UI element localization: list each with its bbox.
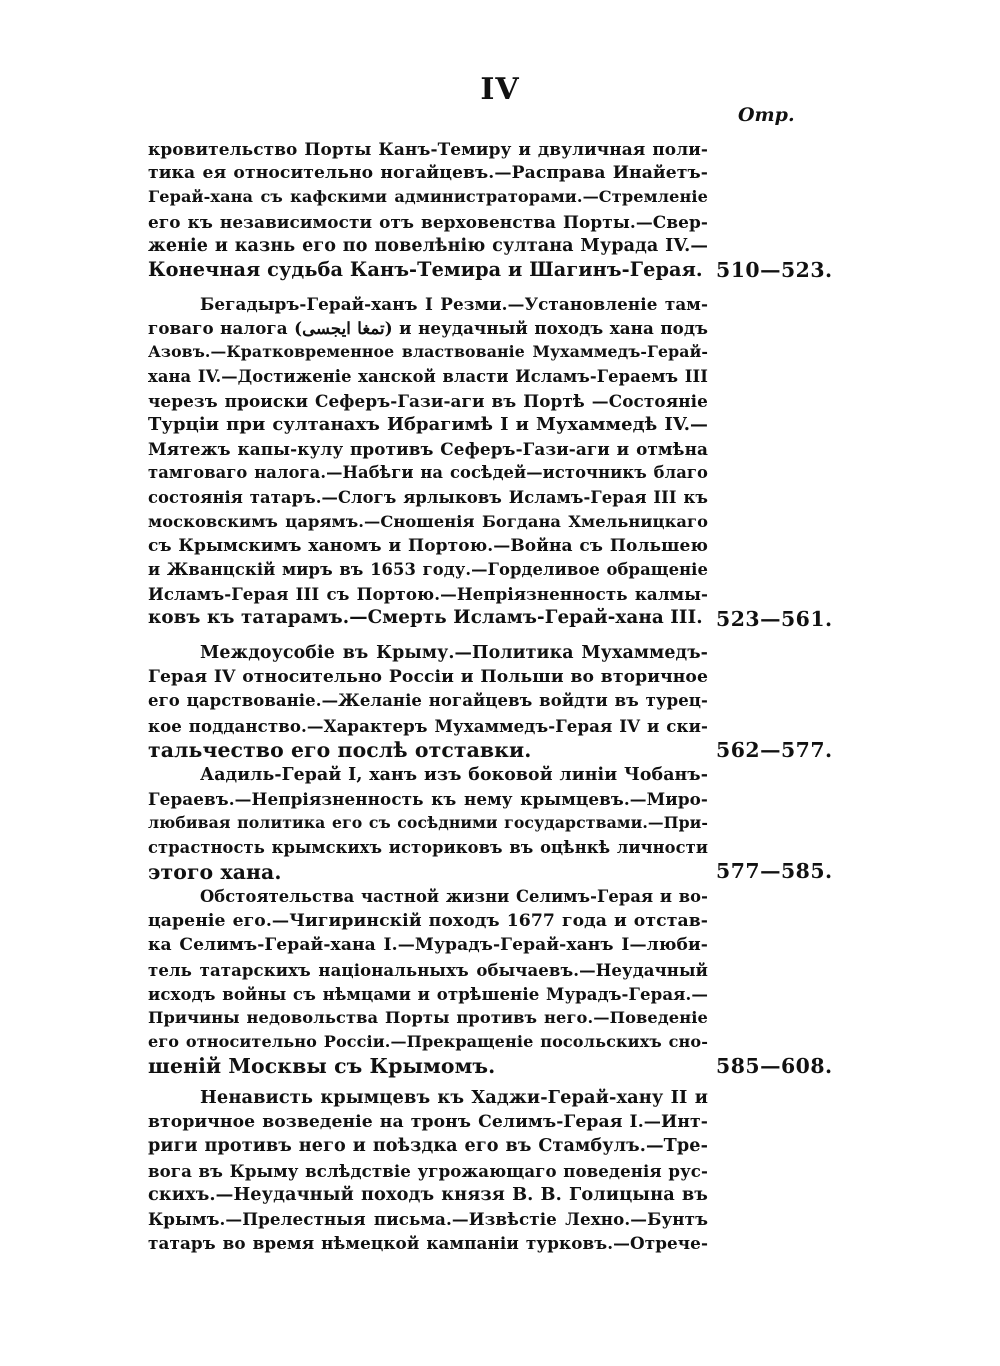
- entry-line: тель татарскихъ національныхъ обычаевъ.—Неудачный: [148, 959, 708, 980]
- entry-line: кровительство Порты Канъ-Темиру и двуличная поли-: [148, 139, 708, 159]
- entry-line: съ Крымскимъ ханомъ и Портою.—Война съ Польшею: [148, 535, 708, 556]
- entry-line: московскимъ царямъ.—Сношенія Богдана Хмельницкаго: [148, 511, 708, 531]
- entry-line: черезъ происки Сеферъ-Гази-аги въ Портѣ —Состояніе: [148, 390, 708, 411]
- toc-entry: [148, 1086, 708, 1255]
- page-range: 523—561.: [716, 607, 833, 631]
- entry-line: кое подданство.—Характеръ Мухаммедъ-Герая IV и ски-: [148, 715, 708, 736]
- entry-line: Крымъ.—Прелестныя письма.—Извѣстіе Лехно.—Бунтъ: [148, 1208, 708, 1229]
- entry-line: ковъ къ татарамъ.—Смерть Исламъ-Герай-хана III.: [148, 607, 703, 629]
- page-range: 577—585.: [716, 859, 833, 883]
- pages-column-header: Отр.: [738, 104, 795, 126]
- page-number: IV: [480, 72, 520, 107]
- entry-line: татаръ во время нѣмецкой кампаніи турковъ.—Отрече-: [148, 1233, 708, 1254]
- page-range: 585—608.: [716, 1054, 833, 1078]
- entry-line: риги противъ него и поѣздка его въ Стамбулъ.—Тре-: [148, 1135, 708, 1157]
- toc-entry: [148, 292, 708, 631]
- entry-line: Конечная судьба Канъ-Темира и Шагинъ-Герая.: [148, 257, 703, 281]
- entry-line: любивая политика его съ сосѣдними государствами.—При-: [148, 813, 708, 833]
- entry-line: Гераевъ.—Непріязненность къ нему крымцевъ.—Миро-: [148, 789, 708, 810]
- entry-line: скихъ.—Неудачный походъ князя В. В. Голицына въ: [148, 1183, 708, 1205]
- toc-entry: [148, 763, 708, 884]
- entry-line: его къ независимости отъ верховенства Порты.—Свер-: [148, 211, 708, 232]
- entry-line: вога въ Крыму вслѣдствіе угрожающаго поведенія рус-: [148, 1160, 708, 1181]
- entry-line: ка Селимъ-Герай-хана I.—Мурадъ-Герай-ханъ I—люби-: [148, 935, 708, 956]
- entry-line: тика ея относительно ногайцевъ.—Расправа Инайетъ-: [148, 163, 708, 184]
- entry-line: Ненависть крымцевъ къ Хаджи-Герай-хану II и: [200, 1087, 708, 1108]
- toc-entry: [148, 137, 708, 282]
- entry-line: Исламъ-Герая III съ Портою.—Непріязненность калмы-: [148, 584, 708, 605]
- entry-line: его относительно Россіи.—Прекращеніе посольскихъ сно-: [148, 1032, 708, 1052]
- page-range: 562—577.: [716, 738, 833, 762]
- entry-line: исходъ войны съ нѣмцами и отрѣшеніе Мурадъ-Герая.—: [148, 983, 708, 1004]
- entry-line: его царствованіе.—Желаніе ногайцевъ войдти въ турец-: [148, 691, 708, 711]
- entry-line: Герай-хана съ кафскими администраторами.—Стремленіе: [148, 187, 708, 207]
- entry-line: тальчество его послѣ отставки.: [148, 737, 532, 762]
- entry-line: тамговаго налога.—Набѣги на сосѣдей—источникъ благо: [148, 463, 708, 483]
- entry-line: хана IV.—Достиженіе ханской власти Исламъ-Гераемъ III: [148, 366, 708, 386]
- toc-entry: [148, 641, 708, 762]
- entry-line: женіе и казнь его по повелѣнію султана Мурада IV.—: [148, 235, 708, 256]
- entry-line: Бегадыръ-Герай-ханъ I Резми.—Установленіе там-: [200, 294, 708, 314]
- entry-line: состоянія татаръ.—Слогъ ярлыковъ Исламъ-Герая III къ: [148, 487, 708, 507]
- entry-line: страстность крымскихъ историковъ въ оцѣнкѣ личности: [148, 837, 708, 857]
- entry-line: Турціи при султанахъ Ибрагимѣ I и Мухаммедѣ IV.—: [148, 413, 708, 435]
- page-range: 510—523.: [716, 258, 833, 282]
- entry-line: Обстоятельства частной жизни Селимъ-Герая и во-: [200, 887, 708, 906]
- entry-line: Междоусобіе въ Крыму.—Политика Мухаммедъ-: [200, 643, 708, 663]
- entry-line: Мятежъ капы-кулу противъ Сеферъ-Гази-аги и отмѣна: [148, 439, 708, 460]
- entry-line: и Жванцскій миръ въ 1653 году.—Горделивое обращеніе: [148, 560, 708, 580]
- entry-line: этого хана.: [148, 859, 282, 884]
- entry-line: говаго налога (تمغا ايجسى) и неудачный походъ хана подъ: [148, 318, 708, 339]
- entry-line: цареніе его.—Чигиринскій походъ 1677 года и отстав-: [148, 911, 708, 932]
- toc-entry: [148, 885, 708, 1079]
- entry-line: Герая IV относительно Россіи и Польши во вторичное: [148, 667, 708, 688]
- entry-line: Азовъ.—Кратковременное властвованіе Мухаммедъ-Герай-: [148, 342, 708, 362]
- entry-line: шеній Москвы съ Крымомъ.: [148, 1054, 496, 1079]
- entry-line: Аадиль-Герай I, ханъ изъ боковой линіи Чобанъ-: [200, 765, 708, 785]
- entry-line: Причины недовольства Порты противъ него.—Поведеніе: [148, 1007, 708, 1027]
- entry-line: вторичное возведеніе на тронъ Селимъ-Герая I.—Инт-: [148, 1112, 708, 1133]
